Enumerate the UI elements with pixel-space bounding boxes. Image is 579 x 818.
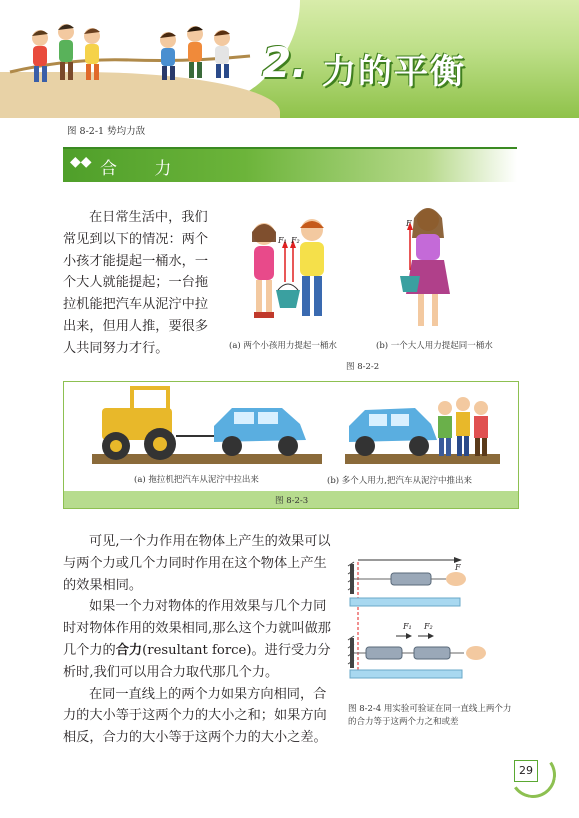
figure-tractor-pulling-car (92, 386, 322, 466)
figure-people-pushing-car (345, 386, 500, 466)
figure-8-2-1-caption: 图 8-2-1 势均力敌 (67, 126, 146, 137)
figure-8-2-3b-label: (b) 多个人用力,把汽车从泥泞中推出来 (327, 476, 472, 486)
section-title: 力的平衡 (322, 52, 466, 92)
spring-force-label-f2: F₂ (424, 622, 433, 631)
figure-8-2-3a-label: (a) 拖拉机把汽车从泥泞中拉出来 (134, 475, 259, 485)
paragraph-3: 在同一直线上的两个力如果方向相同，合力的大小等于这两个力的大小之和；如果方向相反，合力的大小等于这两个力的大小之差。 (63, 686, 327, 746)
figure-8-2-4-caption: 图 8-2-4 用实验可验证在同一直线上两个力的合力等于这两个力之和或差 (348, 704, 512, 727)
force-label-f1: F₁ (278, 236, 287, 245)
spring-force-label-f1: F₁ (403, 622, 412, 631)
page-number: 29 (514, 760, 538, 782)
force-label-f2: F₂ (291, 236, 300, 245)
section-number: 2. (262, 38, 308, 87)
tug-of-war-illustration (0, 0, 280, 118)
chapter-banner (0, 0, 579, 118)
body-text (63, 531, 331, 749)
paragraph-1: 可见,一个力作用在物体上产生的效果可以与两个力或几个力同时作用在这个物体上产生的效果相同。 (63, 534, 331, 593)
figure-8-2-2a-label: (a) 两个小孩用力提起一桶水 (229, 341, 337, 351)
intro-paragraph: 在日常生活中，我们常见到以下的情况：两个小孩才能提起一桶水，一个大人就能提起；一台拖拉机能把汽车从泥泞中拉出来，但用人推，要很多人共同努力才行。 (63, 210, 209, 356)
figure-adult-carrying-bucket (390, 198, 460, 334)
paragraph-2-part-1: 如果一个力对物体的作用效果与几个力同时对物体作用的效果相同,那么这个力就叫做那几个力的 (63, 599, 331, 658)
diamond-icon: ◆◆ (70, 154, 92, 170)
spring-force-label-f: F (455, 563, 461, 572)
term-resultant-force: 合力 (115, 642, 143, 658)
figure-two-children-carrying-bucket (238, 208, 338, 333)
figure-8-2-2-caption: 图 8-2-2 (346, 362, 380, 372)
figure-spring-scale-experiment (346, 552, 516, 682)
figure-8-2-2b-label: (b) 一个大人用力提起同一桶水 (376, 341, 493, 351)
paragraph-2-part-2: (resultant force)。进行受力分析时,我们可以用合力取代那几个力。 (63, 642, 331, 680)
figure-8-2-3-caption: 图 8-2-3 (275, 496, 309, 506)
paragraph-2 (63, 596, 331, 683)
subheading-title: 合 力 (100, 159, 188, 179)
force-label-f: F (406, 219, 412, 228)
